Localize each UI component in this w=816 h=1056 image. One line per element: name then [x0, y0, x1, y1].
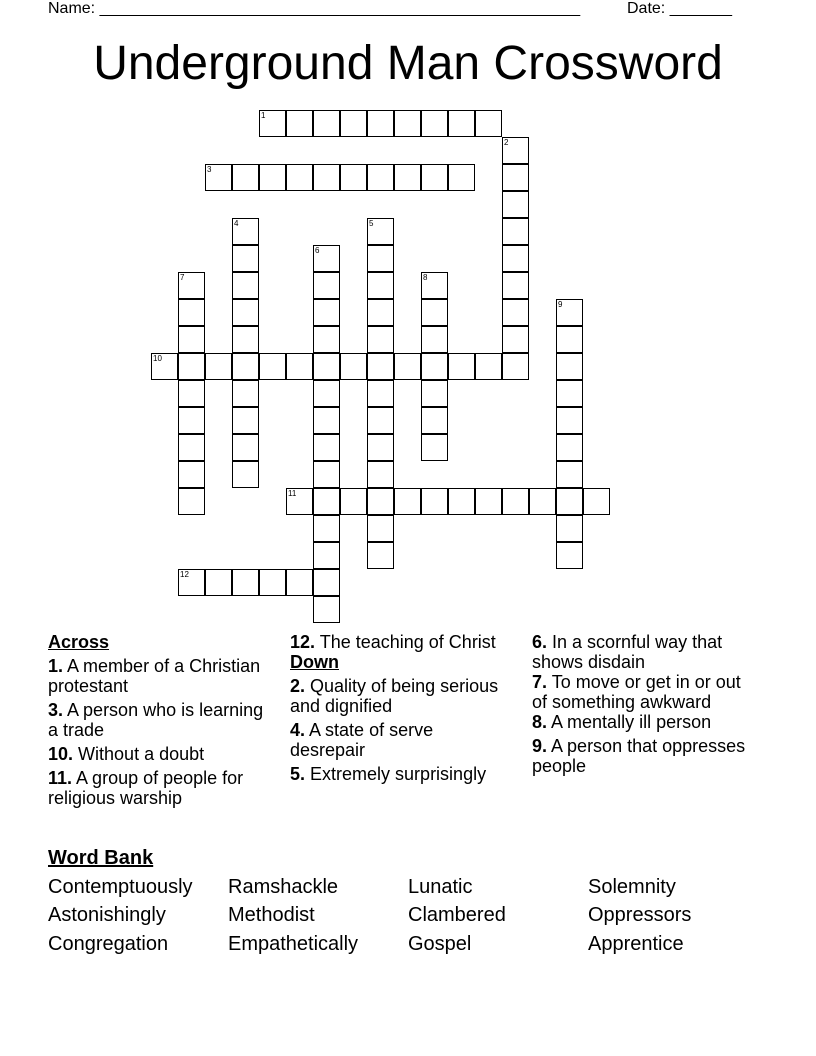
- grid-cell[interactable]: [556, 542, 583, 569]
- page-title: Underground Man Crossword: [93, 37, 723, 90]
- grid-cell[interactable]: [421, 380, 448, 407]
- clue-down-9: 9. A person that oppresses people: [532, 736, 746, 776]
- clue-down-5: 5. Extremely surprisingly: [290, 764, 487, 784]
- grid-cell[interactable]: [421, 110, 448, 137]
- grid-cell[interactable]: [502, 272, 529, 299]
- grid-cell[interactable]: [286, 164, 313, 191]
- grid-cell[interactable]: [421, 434, 448, 461]
- word-bank-word: Gospel: [408, 933, 472, 955]
- word-bank-word: Astonishingly: [48, 904, 166, 926]
- grid-cell[interactable]: [232, 569, 259, 596]
- grid-cell[interactable]: [394, 488, 421, 515]
- clue-across-1: 1. A member of a Christian protestant: [48, 656, 261, 696]
- grid-cell[interactable]: [367, 272, 394, 299]
- grid-cell[interactable]: [259, 353, 286, 380]
- clue-number: 7: [180, 273, 185, 282]
- grid-cell[interactable]: [556, 326, 583, 353]
- grid-cell[interactable]: [232, 461, 259, 488]
- grid-cell[interactable]: [313, 596, 340, 623]
- grid-cell[interactable]: [475, 110, 502, 137]
- word-bank-word: Methodist: [228, 904, 315, 926]
- grid-cell[interactable]: [367, 488, 394, 515]
- grid-cell[interactable]: [313, 299, 340, 326]
- grid-cell[interactable]: [556, 380, 583, 407]
- clue-number: 1: [261, 111, 266, 120]
- clue-number: 6: [315, 246, 320, 255]
- word-bank-word: Solemnity: [588, 876, 676, 898]
- grid-cell[interactable]: [340, 164, 367, 191]
- grid-cell[interactable]: [394, 110, 421, 137]
- grid-cell[interactable]: [178, 461, 205, 488]
- grid-cell[interactable]: [286, 353, 313, 380]
- grid-cell[interactable]: [367, 164, 394, 191]
- grid-cell[interactable]: [475, 488, 502, 515]
- grid-cell[interactable]: [313, 164, 340, 191]
- clue-number: 2: [504, 138, 509, 147]
- grid-cell[interactable]: [529, 488, 556, 515]
- grid-cell[interactable]: [313, 569, 340, 596]
- grid-cell[interactable]: [421, 164, 448, 191]
- grid-cell[interactable]: [502, 299, 529, 326]
- grid-cell[interactable]: [421, 299, 448, 326]
- grid-cell[interactable]: [259, 164, 286, 191]
- word-bank-word: Oppressors: [588, 904, 692, 926]
- grid-cell[interactable]: [502, 164, 529, 191]
- grid-cell[interactable]: [367, 380, 394, 407]
- clue-down-7: 7. To move or get in or out of something awkward: [532, 672, 741, 712]
- grid-cell[interactable]: [232, 353, 259, 380]
- clue-across-10: 10. Without a doubt: [48, 744, 205, 764]
- clue-number: 9: [558, 300, 563, 309]
- grid-cell[interactable]: [232, 380, 259, 407]
- grid-cell[interactable]: [367, 299, 394, 326]
- grid-cell[interactable]: [394, 353, 421, 380]
- clue-number: 11: [288, 489, 297, 498]
- word-bank-word: Lunatic: [408, 876, 473, 898]
- grid-cell[interactable]: [502, 326, 529, 353]
- clue-across-12: 12. The teaching of Christ: [290, 632, 496, 652]
- word-bank-word: Clambered: [408, 904, 506, 926]
- grid-cell[interactable]: [556, 434, 583, 461]
- grid-cell[interactable]: [313, 272, 340, 299]
- word-bank-word: Ramshackle: [228, 876, 339, 898]
- grid-cell[interactable]: [394, 164, 421, 191]
- grid-cell[interactable]: [313, 461, 340, 488]
- date-field-label: Date: _______: [627, 0, 732, 17]
- grid-cell[interactable]: [367, 434, 394, 461]
- clue-across-11: 11. A group of people for religious warship: [48, 768, 244, 808]
- grid-cell[interactable]: [448, 488, 475, 515]
- grid-cell[interactable]: [502, 218, 529, 245]
- grid-cell[interactable]: [178, 299, 205, 326]
- grid-cell[interactable]: [178, 407, 205, 434]
- grid-cell[interactable]: [475, 353, 502, 380]
- grid-cell[interactable]: [367, 353, 394, 380]
- down-heading: Down: [290, 652, 339, 672]
- grid-cell[interactable]: [556, 461, 583, 488]
- grid-cell[interactable]: [313, 515, 340, 542]
- grid-cell[interactable]: [448, 164, 475, 191]
- clue-number: 5: [369, 219, 374, 228]
- grid-cell[interactable]: [286, 110, 313, 137]
- grid-cell[interactable]: [340, 110, 367, 137]
- grid-cell[interactable]: [178, 434, 205, 461]
- grid-cell[interactable]: [286, 569, 313, 596]
- grid-cell[interactable]: [556, 353, 583, 380]
- clue-down-6: 6. In a scornful way that shows disdain: [532, 632, 723, 672]
- clue-number: 12: [180, 570, 189, 579]
- name-field-label: Name: ______________________________________________________: [48, 0, 581, 17]
- grid-cell[interactable]: [313, 326, 340, 353]
- grid-cell[interactable]: [502, 353, 529, 380]
- grid-cell[interactable]: [178, 380, 205, 407]
- grid-cell[interactable]: [205, 353, 232, 380]
- clues-column-2: [290, 630, 510, 784]
- grid-cell[interactable]: [583, 488, 610, 515]
- grid-cell[interactable]: [232, 326, 259, 353]
- grid-cell[interactable]: [367, 461, 394, 488]
- clue-number: 3: [207, 165, 212, 174]
- grid-cell[interactable]: [502, 191, 529, 218]
- grid-cell[interactable]: [259, 569, 286, 596]
- grid-cell[interactable]: [313, 353, 340, 380]
- clue-across-3: 3. A person who is learning a trade: [48, 700, 264, 740]
- grid-cell[interactable]: [313, 110, 340, 137]
- clue-down-2: 2. Quality of being serious and dignified: [290, 676, 499, 716]
- grid-cell[interactable]: [178, 488, 205, 515]
- grid-cell[interactable]: [340, 353, 367, 380]
- clues-column-1: [48, 630, 268, 808]
- grid-cell[interactable]: [178, 326, 205, 353]
- grid-cell[interactable]: [448, 353, 475, 380]
- grid-cell[interactable]: [205, 569, 232, 596]
- grid-cell[interactable]: [556, 407, 583, 434]
- grid-cell[interactable]: [367, 110, 394, 137]
- grid-cell[interactable]: [232, 407, 259, 434]
- word-bank-word: Contemptuously: [48, 876, 193, 898]
- grid-cell[interactable]: [313, 380, 340, 407]
- clue-number: 4: [234, 219, 239, 228]
- grid-cell[interactable]: [502, 245, 529, 272]
- word-bank-word: Empathetically: [228, 933, 359, 955]
- grid-cell[interactable]: [367, 542, 394, 569]
- across-heading: Across: [48, 632, 110, 652]
- word-bank-word: Apprentice: [588, 933, 684, 955]
- grid-cell[interactable]: [502, 488, 529, 515]
- clue-down-4: 4. A state of serve desrepair: [290, 720, 434, 760]
- grid-cell[interactable]: [448, 110, 475, 137]
- grid-cell[interactable]: [556, 515, 583, 542]
- grid-cell[interactable]: [421, 326, 448, 353]
- grid-cell[interactable]: [367, 407, 394, 434]
- word-bank-title: Word Bank: [48, 847, 154, 869]
- word-bank-word: Congregation: [48, 933, 169, 955]
- grid-cell[interactable]: [313, 434, 340, 461]
- grid-cell[interactable]: [313, 488, 340, 515]
- grid-cell[interactable]: [367, 326, 394, 353]
- grid-cell[interactable]: [313, 542, 340, 569]
- grid-cell[interactable]: [232, 299, 259, 326]
- grid-cell[interactable]: [556, 488, 583, 515]
- grid-cell[interactable]: [232, 245, 259, 272]
- grid-cell[interactable]: [232, 434, 259, 461]
- clue-number: 10: [153, 354, 162, 363]
- grid-cell[interactable]: [421, 407, 448, 434]
- grid-cell[interactable]: [232, 164, 259, 191]
- grid-cell[interactable]: [421, 488, 448, 515]
- clue-down-8: 8. A mentally ill person: [532, 712, 712, 732]
- grid-cell[interactable]: [340, 488, 367, 515]
- grid-cell[interactable]: [421, 353, 448, 380]
- grid-cell[interactable]: [232, 272, 259, 299]
- clues-column-3: [532, 630, 752, 776]
- clue-number: 8: [423, 273, 428, 282]
- grid-cell[interactable]: [313, 407, 340, 434]
- grid-cell[interactable]: [367, 515, 394, 542]
- grid-cell[interactable]: [178, 353, 205, 380]
- grid-cell[interactable]: [367, 245, 394, 272]
